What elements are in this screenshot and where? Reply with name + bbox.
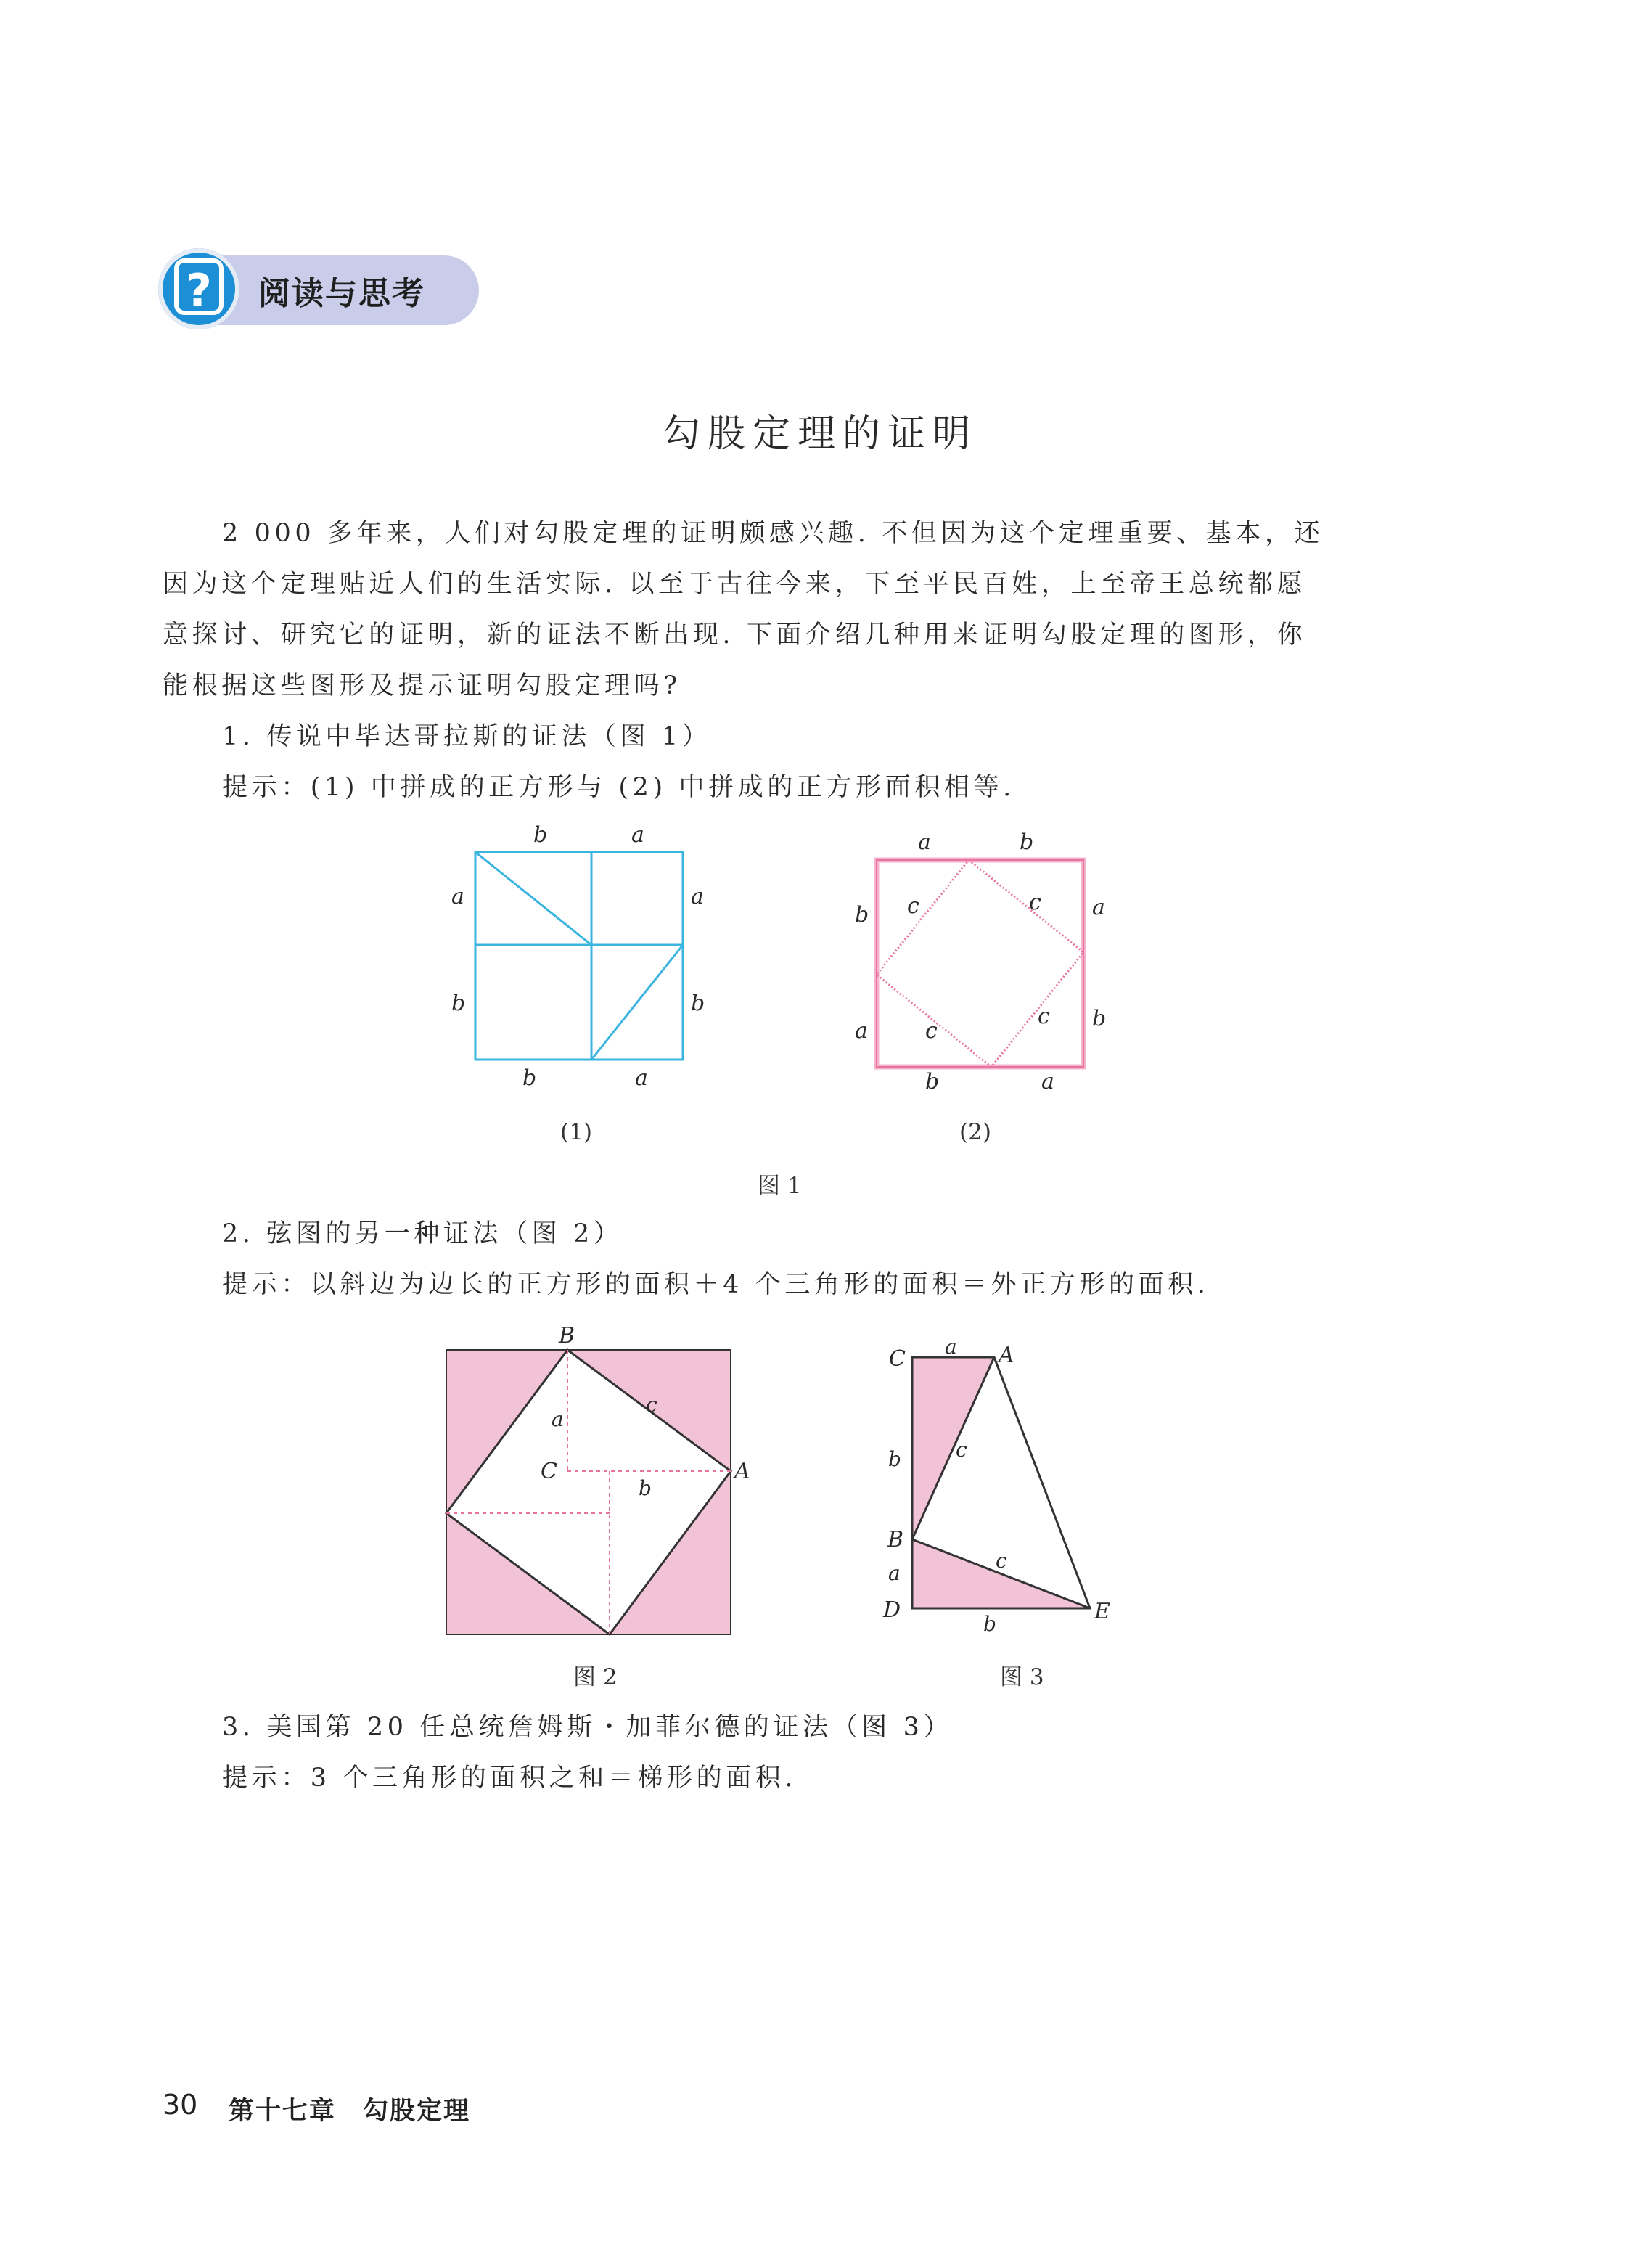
label-b: b: [1092, 1006, 1107, 1031]
label-a: a: [552, 1407, 564, 1431]
vertex-A-label: A: [999, 1343, 1014, 1368]
intro-line-4: 能根据这些图形及提示证明勾股定理吗?: [163, 671, 681, 700]
method3-heading: 3. 美国第 20 任总统詹姆斯・加菲尔德的证法（图 3）: [222, 1713, 954, 1742]
label-b: b: [1020, 830, 1034, 855]
method2-hint: 提示：以斜边为边长的正方形的面积＋4 个三角形的面积＝外正方形的面积.: [222, 1270, 1210, 1299]
label-c: c: [956, 1438, 967, 1462]
figure1-caption: 图 1: [758, 1173, 802, 1199]
label-c: c: [646, 1393, 657, 1417]
label-b: b: [855, 902, 869, 928]
intro-line-3: 意探讨、研究它的证明，新的证法不断出现. 下面介绍几种用来证明勾股定理的图形，你: [163, 621, 1307, 650]
vertex-C-label: C: [889, 1346, 906, 1372]
label-b: b: [888, 1447, 901, 1471]
chapter-label: 第十七章 勾股定理: [229, 2096, 471, 2126]
label-a: a: [1041, 1069, 1054, 1089]
figure1-sub2-inner-square: [877, 860, 1083, 1067]
label-a: a: [1092, 895, 1105, 920]
label-a: a: [945, 1335, 957, 1359]
label-a: a: [631, 822, 644, 848]
method3-hint: 提示：3 个三角形的面积之和＝梯形的面积.: [222, 1764, 798, 1793]
label-a: a: [918, 830, 931, 855]
page-number: 30: [163, 2089, 198, 2121]
figure3: [871, 1325, 1139, 1637]
method1-hint: 提示：(1) 中拼成的正方形与 (2) 中拼成的正方形面积相等.: [222, 773, 1015, 802]
label-a: a: [888, 1561, 901, 1585]
figure1-sub2-outer-square: [877, 860, 1083, 1067]
section-badge-label: 阅读与思考: [258, 275, 425, 312]
method1-heading: 1. 传说中毕达哥拉斯的证法（图 1）: [222, 722, 712, 751]
label-c: c: [1029, 890, 1041, 915]
intro-line-2: 因为这个定理贴近人们的生活实际. 以至于古往今来，下至平民百姓，上至帝王总统都愿: [163, 570, 1307, 599]
vertex-B-label: B: [559, 1323, 575, 1348]
figure1-sub1-lines: [475, 852, 683, 1060]
label-b: b: [691, 991, 705, 1016]
vertex-C-label: C: [541, 1459, 557, 1484]
figure1-sub2: [842, 820, 1132, 1089]
method2-heading: 2. 弦图的另一种证法（图 2）: [222, 1219, 623, 1248]
figure1-sub1-caption: (1): [560, 1119, 592, 1145]
page-title: 勾股定理的证明: [662, 412, 977, 456]
intro-line-1: 2 000 多年来，人们对勾股定理的证明颇感兴趣. 不但因为这个定理重要、基本，还: [222, 519, 1324, 548]
vertex-E-label: E: [1094, 1599, 1110, 1624]
label-a: a: [855, 1018, 868, 1044]
label-c: c: [996, 1549, 1007, 1573]
figure1-sub1: [435, 820, 711, 1089]
figure2: [428, 1317, 762, 1651]
question-book-icon: [158, 248, 239, 329]
label-c: c: [907, 893, 919, 919]
label-b: b: [451, 991, 466, 1016]
label-c: c: [925, 1018, 938, 1044]
label-b: b: [639, 1476, 652, 1500]
figure3-caption: 图 3: [1000, 1664, 1044, 1690]
vertex-B-label: B: [887, 1527, 904, 1552]
label-a: a: [451, 884, 464, 909]
figure2-caption: 图 2: [573, 1664, 618, 1690]
figure1-sub2-caption: (2): [959, 1119, 991, 1145]
label-b: b: [533, 822, 548, 848]
label-b: b: [983, 1612, 996, 1636]
label-a: a: [691, 884, 704, 909]
question-mark-glyph: ?: [174, 258, 224, 315]
vertex-A-label: A: [734, 1459, 750, 1484]
label-c: c: [1038, 1004, 1050, 1029]
label-b: b: [925, 1069, 940, 1089]
label-b: b: [522, 1065, 537, 1089]
vertex-D-label: D: [883, 1597, 901, 1623]
label-a: a: [635, 1065, 648, 1089]
figure1-sub2-outer-line: [877, 860, 1083, 1067]
